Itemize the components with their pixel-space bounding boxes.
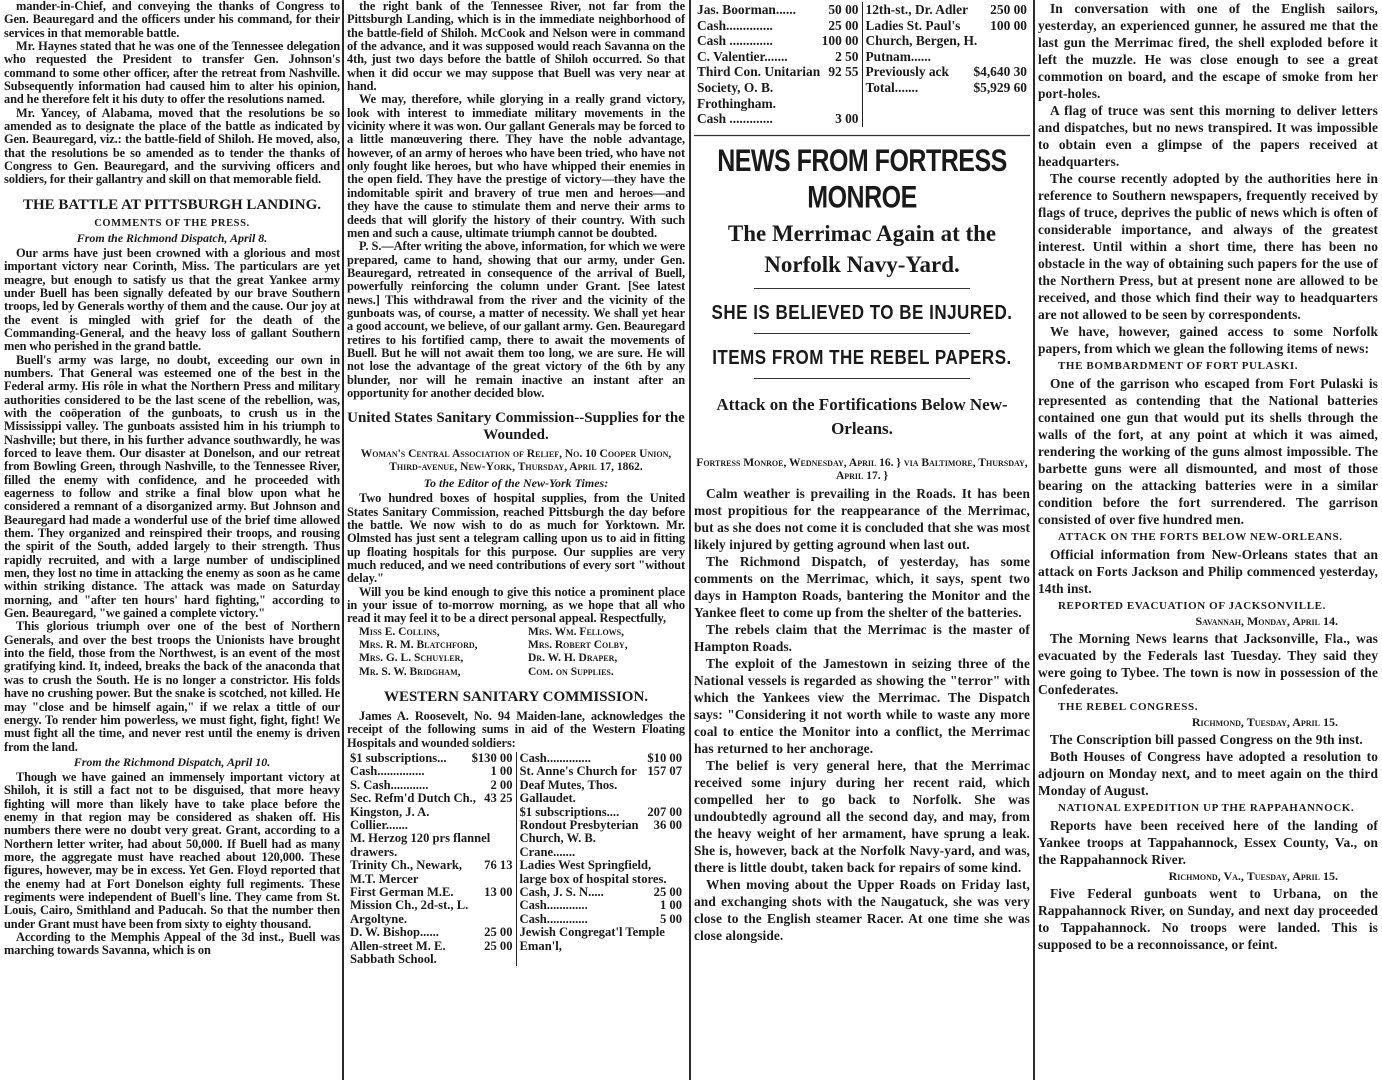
- paragraph: The Morning News learns that Jacksonville, Fla., was evacuated by the Federals last Tuesday. They said they were going to Tybee. The town is now in possession of the Confederates.: [1038, 631, 1378, 697]
- subheading: THE REBEL CONGRESS.: [1058, 701, 1199, 713]
- newspaper-column-2: [347, 0, 685, 1080]
- column-rule: [689, 0, 691, 1080]
- contribution-row: [520, 806, 683, 819]
- contribution-row: [350, 886, 513, 926]
- dateline: Fortress Monroe, Wednesday, April 16. } via Baltimore, Thursday, April 17. }: [696, 456, 1028, 482]
- paragraph: The exploit of the Jamestown in seizing three of the National vessels is regarded as showing the "terror" with which the Yankees view the Merrimac. The Dispatch says: "Considering it not worth while to waste any more coal to entice the Monitor into a conflict, the Merrimac has returned to her anchorage.: [694, 655, 1030, 756]
- contribution-row: [350, 765, 513, 778]
- contribution-amount: 157 07: [647, 764, 682, 779]
- contributor-name: Total.......: [865, 79, 919, 95]
- contributor-name: Cash.............: [519, 911, 588, 926]
- headline: The Merrimac Again at the Norfolk Navy-Yard.: [727, 220, 997, 277]
- contribution-row: [350, 940, 513, 967]
- contributor-name: Jewish Congregat'l Temple Eman'l,: [519, 925, 665, 953]
- paragraph: When moving about the Upper Roads on Friday last, and exchanging shots with the Naugatuck, she was very close to the English steamer Racer. At one time she was close alongside.: [694, 876, 1030, 943]
- contribution-amount: 50 00: [828, 2, 859, 17]
- contributor-name: Cash..............: [697, 17, 773, 33]
- column-rule: [342, 0, 344, 1080]
- contribution-amount: 100 00: [990, 17, 1027, 33]
- contribution-amount: 13 00: [484, 885, 513, 900]
- source-line: To the Editor of the New-York Times:: [423, 476, 609, 491]
- contributor-name: Cash .............: [697, 111, 773, 127]
- contributor-name: St. Anne's Church for Deaf Mutes, Thos. Gallaudet.: [519, 764, 637, 806]
- paragraph: The course recently adopted by the authorities here in reference to Southern newspapers, frequently received by flags of truce, deprives the public of news which is often of considerable importance, and always of the greatest interest. Until within a short time, there has been no obstacle in the way of obtaining such papers for the use of the Northern Press, but at present none are allowed to be received, and those which find their way to headquarters are not allowed to be seen by correspondents.: [1038, 171, 1378, 322]
- paragraph: Though we have gained an immensely important victory at Shiloh, it is still a fact not to be disguised, that more heavy fighting will more than likely have to take place before the enemy in that region may be considered as shaken off. His numbers there were no doubt very great. Grant, according to a Northern letter writer, had about 50,000. If Buell had as many more, the aggregate must have reached about 120,000. These figures, however, may be in excess. Yet Gen. Floyd reported that the enemy had at Fort Donelson eighty full regiments. These regiments were independent of Buell's line. They came from St. Louis, Cairo, Smithland and Paducah. So that the number then under Grant must have been from sixty to eighty thousand.: [4, 769, 340, 931]
- divider-rule: [754, 378, 970, 379]
- contributions-column: [862, 2, 1031, 127]
- paragraph: Both Houses of Congress have adopted a resolution to adjourn on Monday next, and to meet again on the third Monday of August.: [1038, 749, 1378, 798]
- paragraph: Buell's army was large, no doubt, exceeding our own in numbers. That General was esteemed one of the best in the Federal army. His rôle in what the Northern Press and military authorities considered to be the last scene of the rebellion, was, with the coöperation of the gunboats, to crush us in the Mississippi valley. The gunboats assisted him in his triumph to Nashville; but there, in his further advance southwardly, he was forced to leave them. Our disaster at Donelson, and our retreat from Bowling Green, through Nashville, to the Tennessee River, filled the enemy with confidence, and he proceeded with eagerness to follow and strike a final blow upon what he considered a remnant of a disorganized army. But Johnson and Beauregard had made a wonderful use of the brief time allowed them. They organized and reinspired their troops, and rousing the spirit of the South, added largely to their strength. Thus rapidly recruited, and with a large number of undisciplined men, they lost no time in attacking the enemy as soon as he came within striking distance. The attack was made on Saturday morning, and "after ten hours' hard fighting," according to Gen. Beauregard, "we gained a complete victory.": [4, 352, 340, 621]
- contributor-name: Trinity Ch., Newark, M.T. Mercer: [350, 858, 463, 886]
- paragraph: One of the garrison who escaped from Fort Pulaski is represented as contending that the National batteries contained one gun that would put its shells through the walls of the fort, at any point at which it was aimed, rendering the working of the guns almost impossible. The barbette guns were all dismounted, and most of those bearing on the attacking batteries were in a similar condition before the fort surrendered. The garrison consisted of over five hundred men.: [1038, 376, 1378, 527]
- contributor-name: Cash, J. S. N.....: [519, 885, 604, 900]
- paragraph: mander-in-Chief, and conveying the thanks of Congress to Gen. Beauregard and the officers under his command, for their services in that memorable battle.: [4, 0, 340, 40]
- signatory-row: [347, 626, 685, 639]
- contributor-name: Ladies West Springfield, large box of hospital stores.: [519, 858, 667, 886]
- source-line: From the Richmond Dispatch, April 8.: [76, 230, 268, 245]
- paragraph: Five Federal gunboats went to Urbana, on the Rappahannock River, on Sunday, and next day proceeded to Tappahannock. No troops were landed. This is supposed to be a reconnoissance, or feint.: [1038, 886, 1378, 952]
- contribution-row: [350, 926, 513, 939]
- signatory-row: [347, 666, 685, 679]
- paragraph: Reports have been received here of the landing of Yankee troops at Tappahannock, Essex County, Va., on the Rappahannock River.: [1038, 818, 1378, 867]
- contribution-row: [866, 2, 1028, 18]
- subheading: REPORTED EVACUATION OF JACKSONVILLE.: [1058, 600, 1326, 612]
- contribution-row: [520, 752, 683, 765]
- signatory-name: Mrs. Wm. Fellows,: [528, 625, 625, 638]
- contributor-name: Sec. Refm'd Dutch Ch., Kingston, J. A. Collier.......: [350, 791, 476, 832]
- contribution-row: [520, 886, 683, 899]
- contribution-row: [350, 792, 513, 832]
- contributor-name: Previously ack: [865, 64, 949, 80]
- contribution-amount: 43 25: [484, 791, 513, 806]
- contribution-row: [866, 18, 1028, 65]
- newspaper-column-4: [1038, 0, 1378, 1080]
- signatory-name: Mrs. G. L. Schuyler,: [359, 652, 464, 665]
- contribution-row: [697, 49, 859, 65]
- contribution-row: [866, 64, 1028, 80]
- section-heading: United States Sanitary Commission--Supplies for the Wounded.: [347, 410, 685, 444]
- contribution-amount: 207 00: [647, 804, 682, 819]
- contributor-name: Cash...............: [350, 764, 425, 779]
- contributor-name: D. W. Bishop......: [350, 925, 439, 940]
- contribution-amount: 250 00: [990, 2, 1027, 17]
- contribution-row: [520, 819, 683, 859]
- deck-headline: ITEMS FROM THE REBEL PAPERS.: [712, 345, 1012, 369]
- contribution-amount: 100 00: [821, 33, 859, 49]
- contribution-amount: $5,929 60: [973, 79, 1027, 95]
- signatory-row: [347, 639, 685, 652]
- contribution-amount: 1 00: [490, 764, 513, 779]
- signatory-name: Mrs. R. M. Blatchford,: [359, 639, 478, 652]
- signatory-name: Com. on Supplies.: [528, 665, 614, 678]
- subheading: ATTACK ON THE FORTS BELOW NEW-ORLEANS.: [1058, 531, 1343, 543]
- contributor-name: C. Valentier.......: [697, 48, 788, 64]
- contributor-name: $1 subscriptions...: [350, 750, 447, 765]
- section-heading: WESTERN SANITARY COMMISSION.: [383, 688, 649, 705]
- contributor-name: Cash..............: [519, 750, 591, 765]
- contributor-name: M. Herzog 120 prs flannel drawers.: [350, 831, 491, 859]
- paragraph: Two hundred boxes of hospital supplies, from the United States Sanitary Commission, reached Pittsburgh the day before the battle. We now wish to do as much for Yorktown. Mr. Olmsted has just sent a telegram calling upon us to aid in fitting up floating hospitals for this purpose. Our supplies are very much reduced, and we need contributions of every sort "without delay.": [347, 491, 685, 586]
- paragraph: The belief is very general here, that the Merrimac received some injury during her recent raid, which compelled her to go back to Norfolk. She was undoubtedly aground all the second day, and may, from the heavy weight of her armament, have sprung a leak. She is, however, back at the Norfolk Navy-yard, and was, there is little doubt, taken back for repairs of some kind.: [694, 757, 1030, 875]
- contribution-amount: $10 00: [647, 750, 682, 765]
- contribution-amount: $4,640 30: [973, 64, 1027, 80]
- contribution-amount: 36 00: [653, 818, 682, 832]
- contribution-amount: 92 55: [828, 64, 859, 80]
- signatory-name: Miss E. Collins,: [359, 625, 440, 638]
- contributor-name: First German M.E. Mission Ch., 2d-st., L. Argoltyne.: [350, 885, 469, 926]
- source-line: From the Richmond Dispatch, April 10.: [73, 754, 271, 769]
- contribution-row: [350, 859, 513, 886]
- paragraph: In conversation with one of the English sailors, yesterday, an experienced gunner, he assured me that the last gun the Merrimac fired, the shell exploded before it left the muzzle. He was close enough to see a great commotion on board, and the escape of smoke from her port-holes.: [1038, 1, 1378, 101]
- contribution-row: [520, 859, 683, 886]
- newspaper-column-1: [4, 0, 340, 1080]
- contributor-name: Cash .............: [697, 33, 773, 49]
- contribution-amount: 1 00: [659, 898, 682, 913]
- deck-headline: Attack on the Fortifications Below New-Orleans.: [716, 394, 1008, 438]
- contribution-row: [866, 80, 1028, 96]
- contribution-amount: [509, 832, 513, 859]
- paragraph: The Richmond Dispatch, of yesterday, has some comments on the Merrimac, which, it says, spent two days in Hampton Roads, bantering the Monitor and the Yankee fleet to come up from the shelter of the batteries.: [694, 553, 1030, 620]
- contributor-name: Rondout Presbyterian Church, W. B. Crane.......: [519, 818, 639, 859]
- contributor-name: 12th-st., Dr. Adler: [865, 2, 969, 17]
- contributor-name: $1 subscriptions....: [519, 804, 620, 819]
- contribution-amount: [678, 859, 682, 886]
- contribution-row: [520, 926, 683, 953]
- contributor-name: Ladies St. Paul's Church, Bergen, H. Putnam......: [865, 17, 978, 64]
- contribution-row: [350, 779, 513, 792]
- contribution-amount: [678, 926, 682, 953]
- contribution-amount: $130 00: [471, 750, 513, 765]
- paragraph: Mr. Haynes stated that he was one of the Tennessee delegation who requested the President to transfer Gen. Johnson's command to some other officer, after the retreat from Nashville. Subsequently information had caused him to alter his opinion, and he therefore felt it his duty to offer the resolutions named.: [4, 39, 340, 107]
- deck-headline: SHE IS BELIEVED TO BE INJURED.: [711, 300, 1013, 324]
- contributor-name: Cash.............: [519, 898, 588, 913]
- contributor-name: Third Con. Unitarian Society, O. B. Frothingham.: [697, 64, 821, 111]
- contribution-row: [697, 18, 859, 34]
- signatory-name: Mrs. Robert Colby,: [528, 639, 628, 652]
- contributions-table: [347, 752, 685, 967]
- signatory-name: Dr. W. H. Draper,: [528, 652, 618, 665]
- paragraph: Official information from New-Orleans states that an attack on Forts Jackson and Philip commenced yesterday, 14th inst.: [1038, 547, 1378, 596]
- contributor-name: Jas. Boorman......: [697, 2, 796, 17]
- contribution-amount: 25 00: [484, 925, 513, 940]
- dateline: Savannah, Monday, April 14.: [1195, 614, 1338, 628]
- paragraph: James A. Roosevelt, No. 94 Maiden-lane, acknowledges the receipt of the following sums in aid of the Western Floating Hospitals and wounded soldiers:: [347, 708, 685, 750]
- paragraph: The rebels claim that the Merrimac is the master of Hampton Roads.: [694, 621, 1030, 654]
- paragraph: Mr. Yancey, of Alabama, moved that the resolutions be so amended as to designate the place of the battle as indicated by Gen. Beauregard, viz.: the battle-field of Shiloh. He moved, also, that the resolutions be so amended as to tender the thanks of Congress to Gen. Beauregard, and the surviving officers and soldiers, for their gallantry and skill on that memorable field.: [4, 105, 340, 187]
- contribution-amount: 3 00: [835, 111, 859, 127]
- contribution-row: [520, 913, 683, 926]
- contribution-row: [520, 899, 683, 912]
- contribution-row: [350, 832, 513, 859]
- paragraph: We may, therefore, while glorying in a really grand victory, look with interest to immediate military movements in the vicinity where it was won. Our gallant Generals may be forced to a little manœuvering there. They have the noble advantage, however, of an army of heroes who have been tried, who have not only fought like heroes, but who have whipped their enemies in the open field. They have the prestige of victory—they have the indomitable spirit and bravery of true men and heroes—and they have the cause to stimulate them and nerve their arms to deeds that will glorify the history of their country. With such men and such a cause, ultimate triumph cannot be doubted.: [347, 92, 685, 240]
- contribution-row: [697, 111, 859, 127]
- contribution-row: [697, 33, 859, 49]
- dateline: Richmond, Va., Tuesday, April 15.: [1168, 869, 1338, 883]
- subheading: NATIONAL EXPEDITION UP THE RAPPAHANNOCK.: [1058, 802, 1355, 814]
- contribution-amount: 25 00: [653, 885, 682, 900]
- newspaper-column-3: [694, 0, 1030, 1080]
- contribution-row: [697, 2, 859, 18]
- contributions-table: [694, 2, 1030, 127]
- main-headline: NEWS FROM FORTRESS MONROE: [694, 135, 1030, 216]
- contributor-name: Allen-street M. E. Sabbath School.: [350, 938, 446, 967]
- paragraph: The Conscription bill passed Congress on the 9th inst.: [1050, 732, 1363, 747]
- section-heading: THE BATTLE AT PITTSBURGH LANDING.: [23, 196, 321, 213]
- paragraph: A flag of truce was sent this morning to deliver letters and dispatches, but no news transpired. It was impossible to obtain even a glimpse of the papers received at headquarters.: [1038, 103, 1378, 169]
- divider-rule: [754, 288, 970, 289]
- contribution-amount: 2 00: [490, 777, 513, 792]
- contribution-amount: 5 00: [659, 911, 682, 926]
- column-rule: [1033, 0, 1035, 1080]
- contribution-row: [520, 765, 683, 805]
- paragraph: Our arms have just been crowned with a glorious and most important victory near Corinth, Miss. The particulars are yet meagre, but enough to satisfy us that the great Yankee army under Buell has been signally defeated by our brave Southern troops, led by Generals worthy of them and the cause. Our joy at the event is mingled with grief for the death of the Commanding-General, and the heavy loss of gallant Southern men who perished in the grand battle.: [4, 245, 340, 354]
- contribution-row: [697, 64, 859, 111]
- contributions-column: [347, 752, 516, 967]
- paragraph: We have, however, gained access to some Norfolk papers, from which we glean the following items of news:: [1038, 324, 1378, 356]
- contribution-amount: 76 13: [484, 858, 513, 873]
- contribution-amount: 25 00: [828, 17, 859, 33]
- signatory-row: [347, 652, 685, 665]
- subheading: COMMENTS OF THE PRESS.: [94, 217, 250, 229]
- dateline: Richmond, Tuesday, April 15.: [1191, 715, 1338, 729]
- contribution-amount: 2 50: [835, 48, 859, 64]
- contributions-column: [516, 752, 686, 967]
- paragraph: Will you be kind enough to give this notice a prominent place in your issue of to-morrow morning, as we hope that all who read it may feel it to be a direct personal appeal. Respectfully,: [347, 584, 685, 626]
- signatories: [347, 626, 685, 679]
- paragraph: Calm weather is prevailing in the Roads. It has been most propitious for the reappearance of the Merrimac, but as she does not come it is concluded that she was most likely injured by getting aground when last out.: [694, 485, 1030, 552]
- paragraph: This glorious triumph over one of the best of Northern Generals, and over the best troops the Unionists have brought into the field, those from the Northwest, is an event of the most gratifying kind. It, indeed, breaks the back of the anaconda that was to crush the South. He is no longer a constrictor. His folds have no crushing power. But the snake is scotched, not killed. He may "close and be himself again," if we relax a tittle of our energy. To render him powerless, we must fight, fight, fight! We must fight all the time, and never rest until the enemy is driven from the land.: [4, 619, 340, 754]
- divider-rule: [754, 333, 970, 334]
- paragraph: According to the Memphis Appeal of the 3d inst., Buell was marching towards Savanna, which is on: [4, 930, 340, 958]
- contribution-amount: 25 00: [484, 938, 513, 953]
- contribution-row: [350, 752, 513, 765]
- signatory-name: Mr. S. W. Bridgham,: [359, 665, 461, 678]
- contributions-column: [694, 2, 862, 127]
- dateline: Woman's Central Association of Relief, No. 10 Cooper Union, Third-avenue, New-York, Thursday, April 17, 1862.: [360, 448, 672, 474]
- paragraph: P. S.—After writing the above, information, for which we were prepared, came to hand, showing that our army, under Gen. Beauregard, retreated in consequence of the arrival of Buell, powerfully reinforcing the column under Grant. [See latest news.] This withdrawal from the river and the vicinity of the gunboats was, of course, a matter of necessity. We shall yet hear a good account, we believe, of our gallant army. Gen. Beauregard retires to his fortified camp, there to await the movements of Buell. But he will not await them too long, we are sure. He will not lose the advantage of the great victory of the 6th by any blunder, nor will he remain inactive an instant after an opportunity for another decided blow.: [347, 239, 685, 400]
- contributor-name: S. Cash............: [350, 777, 429, 792]
- paragraph: the right bank of the Tennessee River, not far from the Pittsburgh Landing, which is in the immediate neighborhood of the battle-field of Shiloh. McCook and Nelson were in command of the advance, and it was supposed would reach Savanna on the 4th, just two days before the battle of Shiloh occurred. So that when it did occur we may suppose that Buell was very near at hand.: [347, 0, 685, 94]
- subheading: THE BOMBARDMENT OF FORT PULASKI.: [1058, 360, 1299, 372]
